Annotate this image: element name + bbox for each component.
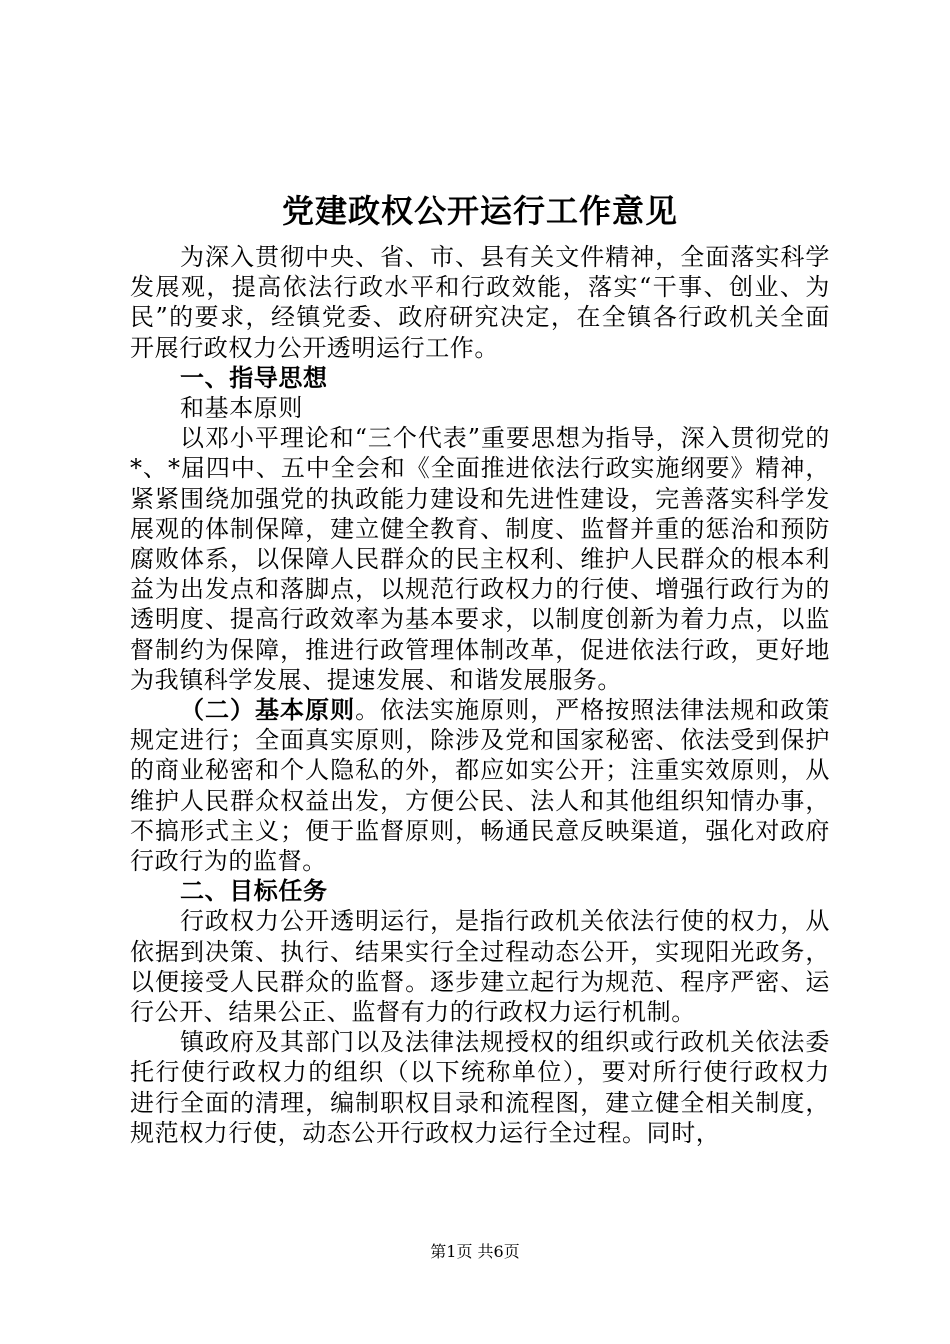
- basic-principles-paragraph: [130, 695, 830, 876]
- units-paragraph: 镇政府及其部门以及法律法规授权的组织或行政机关依法委托行使行政权力的组织（以下统称单位），要对所行使行政权力进行全面的清理，编制职权目录和流程图，建立健全相关制度，规范权力行使，动态公开行政权力运行全过程。同时，: [130, 1028, 830, 1147]
- section-heading-continuation: 和基本原则: [180, 394, 303, 423]
- page-title: 党建政权公开运行工作意见: [281, 192, 678, 230]
- intro-paragraph: 为深入贯彻中央、省、市、县有关文件精神，全面落实科学发展观，提高依法行政水平和行政效能，落实“干事、创业、为民”的要求，经镇党委、政府研究决定，在全镇各行政机关全面开展行政权力公开透明运行工作。: [130, 243, 830, 362]
- basic-principles-body: 。依法实施原则，严格按照法律法规和政策规定进行；全面真实原则，除涉及党和国家秘密、依法受到保护的商业秘密和个人隐私的外，都应如实公开；注重实效原则，从维护人民群众权益出发，方便公民、法人和其他组织知情办事，不搞形式主义；便于监督原则，畅通民意反映渠道，强化对政府行政行为的监督。: [130, 696, 830, 876]
- goals-paragraph: 行政权力公开透明运行，是指行政机关依法行使的权力，从依据到决策、执行、结果实行全过程动态公开，实现阳光政务，以便接受人民群众的监督。逐步建立起行为规范、程序严密、运行公开、结果公正、监督有力的行政权力运行机制。: [130, 907, 830, 1027]
- document-body: [130, 180, 830, 1148]
- section-heading-goals: 二、目标任务: [180, 877, 328, 906]
- guiding-ideology-paragraph: 以邓小平理论和“三个代表”重要思想为指导，深入贯彻党的*、*届四中、五中全会和《全面推进依法行政实施纲要》精神，紧紧围绕加强党的执政能力建设和先进性建设，完善落实科学发展观的体制保障，建立健全教育、制度、监督并重的惩治和预防腐败体系，以保障人民群众的民主权利、维护人民群众的根本利益为出发点和落脚点，以规范行政权力的行使、增强行政行为的透明度、提高行政效率为基本要求，以制度创新为着力点，以监督制约为保障，推进行政管理体制改革，促进依法行政，更好地为我镇科学发展、提速发展、和谐发展服务。: [130, 424, 830, 694]
- page-number-footer: 第1页 共6页: [430, 1242, 520, 1261]
- basic-principles-lead: （二）基本原则: [180, 696, 356, 725]
- section-heading-guiding-ideology: 一、指导思想: [180, 363, 328, 392]
